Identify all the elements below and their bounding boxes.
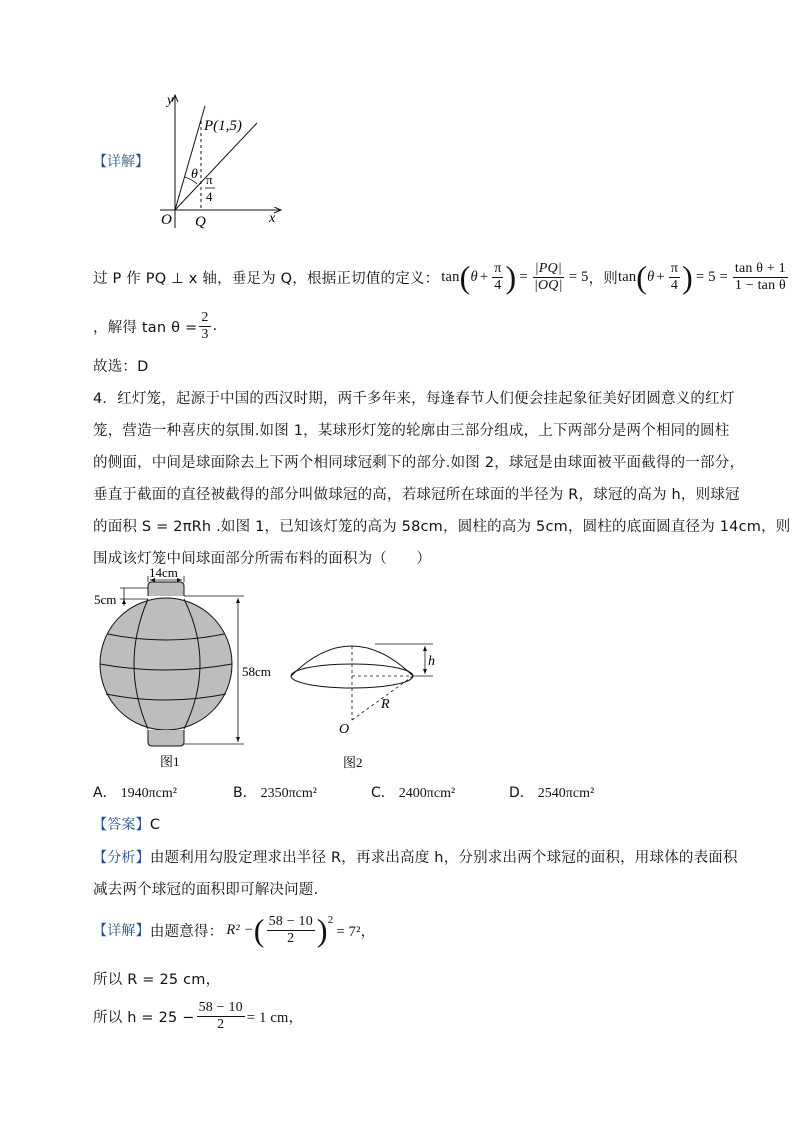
half-diff: $\frac{58 - 10}{2}$ — [268, 913, 313, 946]
detail2-tag: 【详解】 — [93, 923, 150, 939]
top-cylinder — [148, 582, 184, 596]
analysis-text: 由题利用勾股定理求出半径 R，再求出高度 h，分别求出两个球冠的面积，用球体的表面积 — [149, 850, 738, 866]
paren-close: ) — [505, 258, 517, 295]
cyl-5-label: 5cm — [94, 592, 117, 607]
square-exponent: 2 — [327, 914, 334, 926]
problem-line: 的侧面，中间是球面除去上下两个相同球冠剩下的部分.如图 2，球冠是由球面被平面截得的一部分， — [93, 455, 745, 471]
problem-line: 的面积 S = 2πRh .如图 1，已知该灯笼的高为 58cm，圆柱的高为 5cm，圆柱的底面圆直径为 14cm，则 — [93, 519, 791, 535]
angle-graph — [155, 88, 285, 233]
answer-line — [93, 814, 160, 834]
plus-text-2: + — [656, 268, 665, 285]
theta-text: θ — [470, 268, 478, 285]
plus-text: + — [479, 268, 489, 285]
analysis-tag: 【分析】 — [93, 850, 150, 866]
solve-prefix: ，解得 tan θ = — [93, 319, 198, 336]
theta-label: θ — [191, 167, 198, 182]
origin-label: O — [161, 212, 172, 228]
option-c[interactable]: C． 2400πcm² — [371, 785, 456, 801]
detail2-line — [93, 908, 375, 952]
theta-text-2: θ — [647, 268, 655, 285]
so-h-suffix: = 1 cm， — [246, 1009, 304, 1026]
paren-open-2: ( — [636, 258, 648, 295]
four-label: 4 — [206, 189, 213, 204]
solve-line — [93, 308, 217, 344]
detail2-rhs: = 7²， — [336, 923, 376, 940]
q-label: Q — [195, 214, 206, 230]
pq-over-oq: $\frac{|PQ|}{|OQ|}$ — [533, 260, 563, 293]
half-diff-2: $\frac{58 - 10}{2}$ — [198, 999, 243, 1032]
problem-line: 4．红灯笼，起源于中国的西汉时期，两千多年来，每逢春节人们便会挂起象征美好团圆意义的红灯 — [93, 391, 735, 407]
problem-line: 垂直于截面的直径被截得的部分叫做球冠的高，若球冠所在球面的半径为 R，球冠的高为 h，则球冠 — [93, 487, 740, 503]
option-b[interactable]: B． 2350πcm² — [233, 785, 317, 801]
paren-close-3: ) — [316, 911, 328, 948]
pi-label: π — [206, 172, 213, 187]
option-d[interactable]: D． 2540πcm² — [509, 785, 595, 801]
analysis-line-2: 减去两个球冠的面积即可解决问题. — [93, 882, 319, 898]
sphere-body — [100, 598, 232, 730]
two-thirds: $\frac{2}{3}$ — [201, 309, 209, 342]
choose-line: 故选：D — [93, 359, 149, 375]
paren-open-3: ( — [253, 911, 265, 948]
y-label: y — [167, 93, 174, 108]
so-h-line — [93, 996, 303, 1036]
height-58-label: 58cm — [242, 664, 271, 679]
so-h-prefix: 所以 h = 25 − — [93, 1009, 195, 1026]
problem-line: 围成该灯笼中间球面部分所需布料的面积为（ ） — [93, 551, 432, 567]
formula-line: 过 P 作 PQ ⊥ x 轴，垂足为 Q，根据正切值的定义： tan ( θ + $\frac{\pi}{4}$ ) = $\frac{|PQ|}{|OQ|}$ = 5 ，则 tan ( θ + $\frac{\pi}{4}$ ) = 5 = $\frac{\text{tan θ + 1}}{\text{1 − tan θ}}$ — [93, 258, 786, 295]
pi-over-4-2: $\frac{\pi}{4}$ — [670, 260, 679, 293]
cap-figure — [285, 632, 445, 776]
solve-suffix: . — [212, 318, 218, 334]
paren-close-2: ) — [682, 258, 694, 295]
tan-fraction: $\frac{\text{tan θ + 1}}{\text{1 − tan θ}}$ — [734, 260, 786, 293]
o-label: O — [339, 722, 350, 737]
tan-text-2: tan — [617, 268, 637, 285]
so-r-line: 所以 R = 25 cm， — [93, 972, 221, 988]
analysis-line — [93, 846, 738, 867]
fig1-caption: 图1 — [160, 754, 180, 769]
r-squared: R² − — [226, 921, 254, 938]
h-label: h — [428, 654, 435, 669]
tan-text: tan — [441, 268, 460, 285]
detail-tag: 【详解】 — [93, 154, 149, 170]
eq5-text: = 5 — [568, 268, 589, 285]
answer-tag: 【答案】 — [93, 817, 150, 833]
r-label: R — [381, 697, 390, 712]
pi-over-4: $\frac{\pi}{4}$ — [494, 260, 502, 293]
answer-value: C — [149, 817, 161, 833]
eq5b-text: = 5 = — [696, 268, 728, 285]
x-label: x — [269, 211, 276, 226]
problem-line: 笼，营造一种喜庆的氛围.如图 1，某球形灯笼的轮廓由三部分组成，上下两部分是两个相同的圆柱 — [93, 423, 730, 439]
formula-prefix: 过 P 作 PQ ⊥ x 轴，垂足为 Q，根据正切值的定义： — [93, 270, 440, 287]
option-a[interactable]: A． 1940πcm² — [93, 785, 177, 801]
lantern-figure — [90, 566, 290, 776]
bottom-cylinder — [148, 730, 184, 746]
p-label: P(1,5) — [204, 118, 242, 134]
paren-open: ( — [459, 258, 471, 295]
fig2-caption: 图2 — [343, 755, 363, 770]
width-14-label: 14cm — [149, 566, 178, 580]
detail2-prefix: 由题意得： — [149, 923, 224, 940]
then-text: ，则 — [588, 270, 618, 287]
